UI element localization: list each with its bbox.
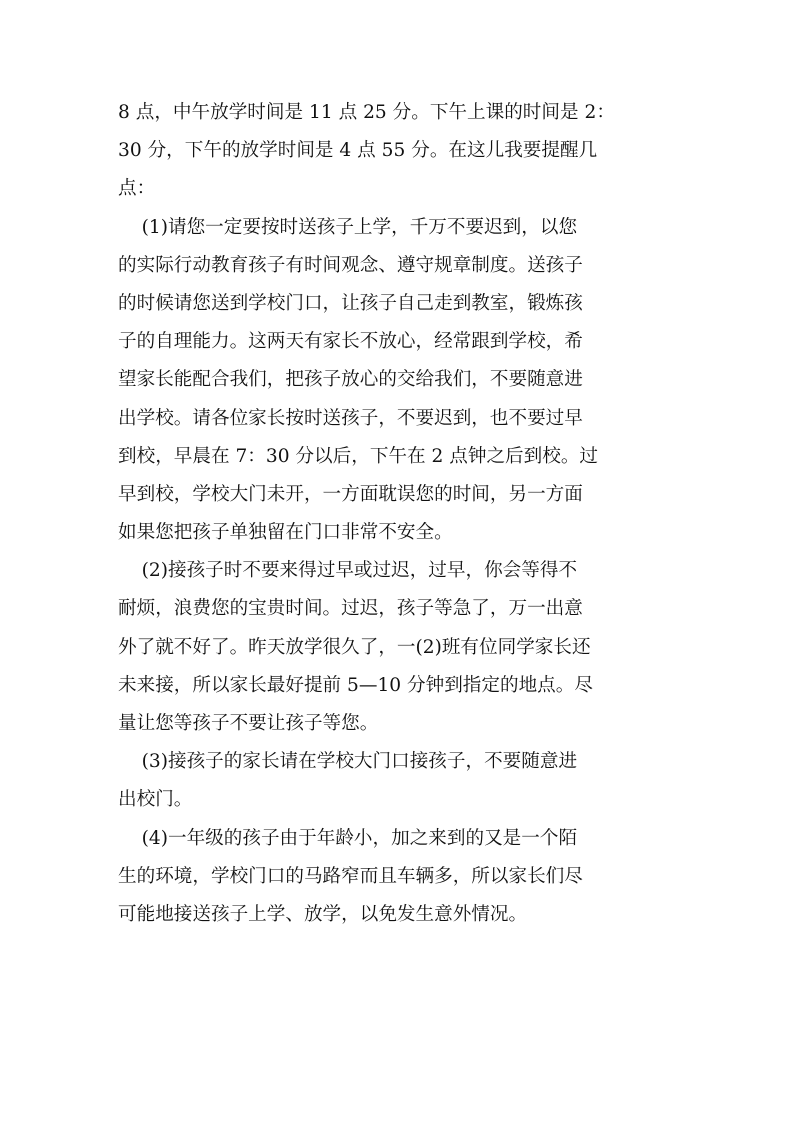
text-line: 生的环境，学校门口的马路窄而且车辆多，所以家长们尽 — [118, 865, 583, 887]
text-line: 未来接，所以家长最好提前 5—10 分钟到指定的地点。尽 — [118, 674, 593, 696]
text-line: 外了就不好了。昨天放学很久了，一(2)班有位同学家长还 — [118, 636, 591, 658]
text-line: 点： — [118, 178, 156, 200]
text-line: 量让您等孩子不要让孩子等您。 — [118, 713, 379, 734]
text-line: 30 分，下午的放学时间是 4 点 55 分。在这儿我要提醒几 — [118, 140, 598, 162]
text-line: 可能地接送孩子上学、放学，以免发生意外情况。 — [118, 903, 528, 925]
text-line: 出学校。请各位家长按时送孩子，不要迟到，也不要过早 — [118, 407, 583, 429]
text-line: 到校，早晨在 7：30 分以后，下午在 2 点钟之后到校。过 — [118, 445, 599, 467]
text-line: 早到校，学校大门未开，一方面耽误您的时间，另一方面 — [118, 483, 583, 505]
text-line: 耐烦，浪费您的宝贵时间。过迟，孩子等急了，万一出意 — [118, 598, 583, 620]
text-line: (2)接孩子时不要来得过早或过迟，过早，你会等得不 — [118, 560, 578, 582]
text-line: 望家长能配合我们，把孩子放心的交给我们，不要随意进 — [118, 369, 583, 391]
text-line: 的时候请您送到学校门口，让孩子自己走到教室，锻炼孩 — [118, 292, 583, 314]
text-line: (1)请您一定要按时送孩子上学，千万不要迟到，以您 — [118, 216, 578, 238]
text-line: (3)接孩子的家长请在学校大门口接孩子，不要随意进 — [118, 751, 578, 773]
text-line: 子的自理能力。这两天有家长不放心，经常跟到学校，希 — [118, 331, 583, 353]
text-line: 出校门。 — [118, 789, 193, 811]
document-page — [118, 94, 678, 934]
text-line: 如果您把孩子单独留在门口非常不安全。 — [118, 522, 453, 544]
text-line: 8 点，中午放学时间是 11 点 25 分。下午上课的时间是 2： — [118, 102, 615, 123]
text-line: (4)一年级的孩子由于年龄小，加之来到的又是一个陌 — [118, 827, 578, 849]
text-line: 的实际行动教育孩子有时间观念、遵守规章制度。送孩子 — [118, 254, 583, 276]
